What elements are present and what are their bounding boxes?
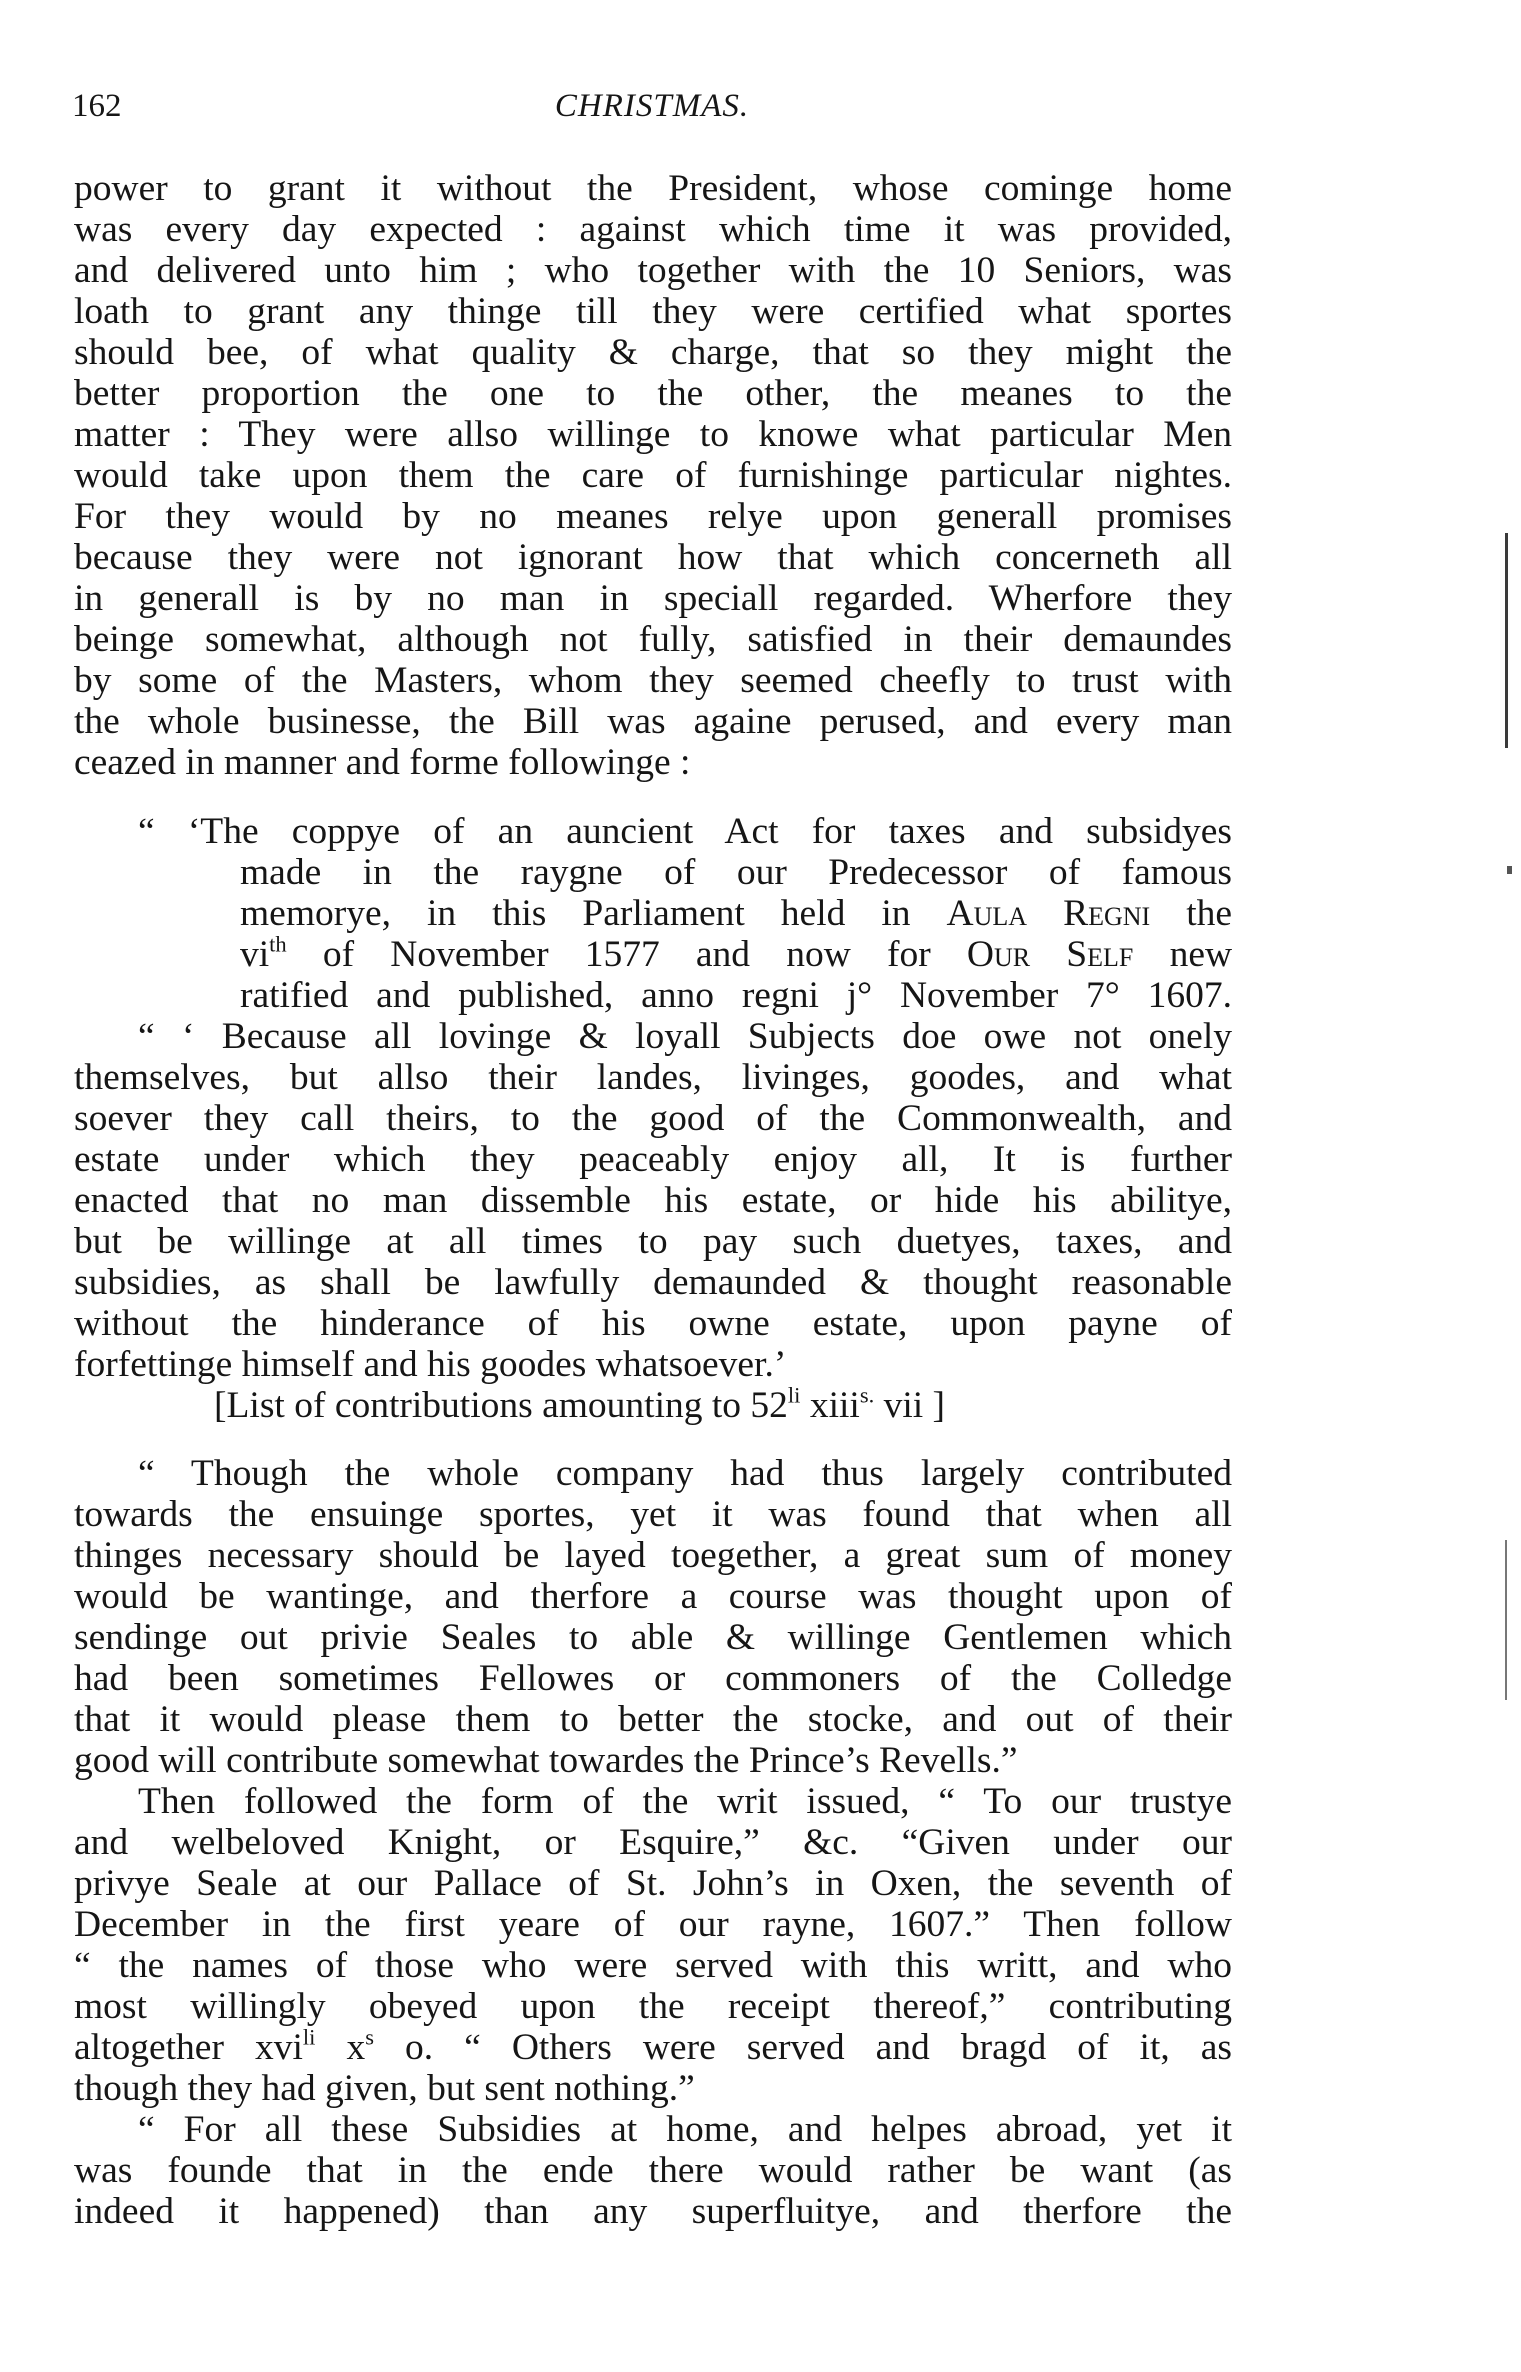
- text-line: would be wantinge, and therfore a course was thought upon of: [74, 1576, 1232, 1617]
- text-line: was every day expected : against which time it was provided,: [74, 209, 1232, 250]
- text-line: altogether xvi$^{li}$ $x^s$ o. “ Others were served and bragd of it, as: [74, 2024, 1233, 2068]
- act-body-line: subsidies, as shall be lawfully demaunded & thought reasonable: [74, 1262, 1232, 1303]
- act-body-line: but be willinge at all times to pay such duetyes, taxes, and: [74, 1221, 1232, 1262]
- text-line: beinge somewhat, although not fully, satisfied in their demaundes: [74, 619, 1232, 660]
- act-body-line: themselves, but allso their landes, livinges, goodes, and what: [74, 1057, 1232, 1098]
- text-line: and delivered unto him ; who together with the 10 Seniors, was: [74, 250, 1232, 291]
- text-line: most willingly obeyed upon the receipt thereof,” contributing: [74, 1986, 1232, 2027]
- act-title-line: memorye, in this Parliament held in Aula Regni the: [240, 893, 1233, 934]
- text-line: Then followed the form of the writ issued, “ To our trustye: [138, 1781, 1232, 1822]
- margin-scan-line: [1505, 1540, 1507, 1700]
- text-line: December in the first yeare of our rayne, 1607.” Then follow: [74, 1904, 1232, 1945]
- act-body-line: soever they call theirs, to the good of the Commonwealth, and: [74, 1098, 1232, 1139]
- text-line: would take upon them the care of furnishinge particular nightes.: [74, 455, 1232, 496]
- text-line: better proportion the one to the other, the meanes to the: [74, 373, 1232, 414]
- text-line: should bee, of what quality & charge, that so they might the: [74, 332, 1232, 373]
- text-line: loath to grant any thinge till they were certified what sportes: [74, 291, 1232, 332]
- page-number: 162: [72, 88, 122, 124]
- act-body-line: enacted that no man dissemble his estate, or hide his abilitye,: [74, 1180, 1232, 1221]
- text-line: that it would please them to better the stocke, and out of their: [74, 1699, 1232, 1740]
- text-line: matter : They were allso willinge to knowe what particular Men: [74, 414, 1232, 455]
- text-line: indeed it happened) than any superfluitye, and therfore the: [74, 2191, 1232, 2232]
- text-line: because they were not ignorant how that which concerneth all: [74, 537, 1232, 578]
- act-title-line: “ ‘The coppye of an auncient Act for taxes and subsidyes: [138, 811, 1232, 852]
- text-line: towards the ensuinge sportes, yet it was found that when all: [74, 1494, 1232, 1535]
- text-line: “ For all these Subsidies at home, and helpes abroad, yet it: [138, 2109, 1232, 2150]
- running-title: CHRISTMAS.: [554, 88, 750, 124]
- text-line: had been sometimes Fellowes or commoners of the Colledge: [74, 1658, 1232, 1699]
- text-line: For they would by no meanes relye upon generall promises: [74, 496, 1232, 537]
- act-body-line: without the hinderance of his owne estate, upon payne of: [74, 1303, 1232, 1344]
- text-line: thinges necessary should be layed toegether, a great sum of money: [74, 1535, 1232, 1576]
- act-body-line: “ ‘ Because all lovinge & loyall Subjects doe owe not onely: [138, 1016, 1232, 1057]
- text-line: sendinge out privie Seales to able & willinge Gentlemen which: [74, 1617, 1232, 1658]
- margin-scan-line: [1505, 533, 1508, 748]
- act-title-line: ratified and published, anno regni j° November 7° 1607.: [240, 975, 1232, 1016]
- text-line: ceazed in manner and forme followinge :: [74, 742, 691, 783]
- act-title-line: $vi^{th}$ of November 1577 and now for Our Self new: [240, 931, 1233, 975]
- act-body-line: forfettinge himself and his goodes whatsoever.’: [74, 1344, 787, 1385]
- act-title-line: made in the raygne of our Predecessor of famous: [240, 852, 1232, 893]
- text-line: “ the names of those who were served with this writt, and who: [74, 1945, 1232, 1986]
- text-line: power to grant it without the President, whose cominge home: [74, 168, 1232, 209]
- page-header: [72, 88, 1232, 128]
- margin-scan-dot: [1507, 866, 1512, 874]
- text-line: “ Though the whole company had thus largely contributed: [138, 1453, 1232, 1494]
- text-line: by some of the Masters, whom they seemed cheefly to trust with: [74, 660, 1232, 701]
- text-line: was founde that in the ende there would rather be want (as: [74, 2150, 1232, 2191]
- text-line: the whole businesse, the Bill was againe perused, and every man: [74, 701, 1232, 742]
- contributions-note: [List of contributions amounting to $52^{li}$ xiii$^{s.}$ vii ]: [214, 1382, 946, 1426]
- text-line: good will contribute somewhat towardes the Prince’s Revells.”: [74, 1740, 1018, 1781]
- text-line: and welbeloved Knight, or Esquire,” &c. “Given under our: [74, 1822, 1232, 1863]
- text-line: in generall is by no man in speciall regarded. Wherfore they: [74, 578, 1232, 619]
- act-body-line: estate under which they peaceably enjoy all, It is further: [74, 1139, 1232, 1180]
- text-line: privye Seale at our Pallace of St. John’s in Oxen, the seventh of: [74, 1863, 1232, 1904]
- text-line: though they had given, but sent nothing.”: [74, 2068, 695, 2109]
